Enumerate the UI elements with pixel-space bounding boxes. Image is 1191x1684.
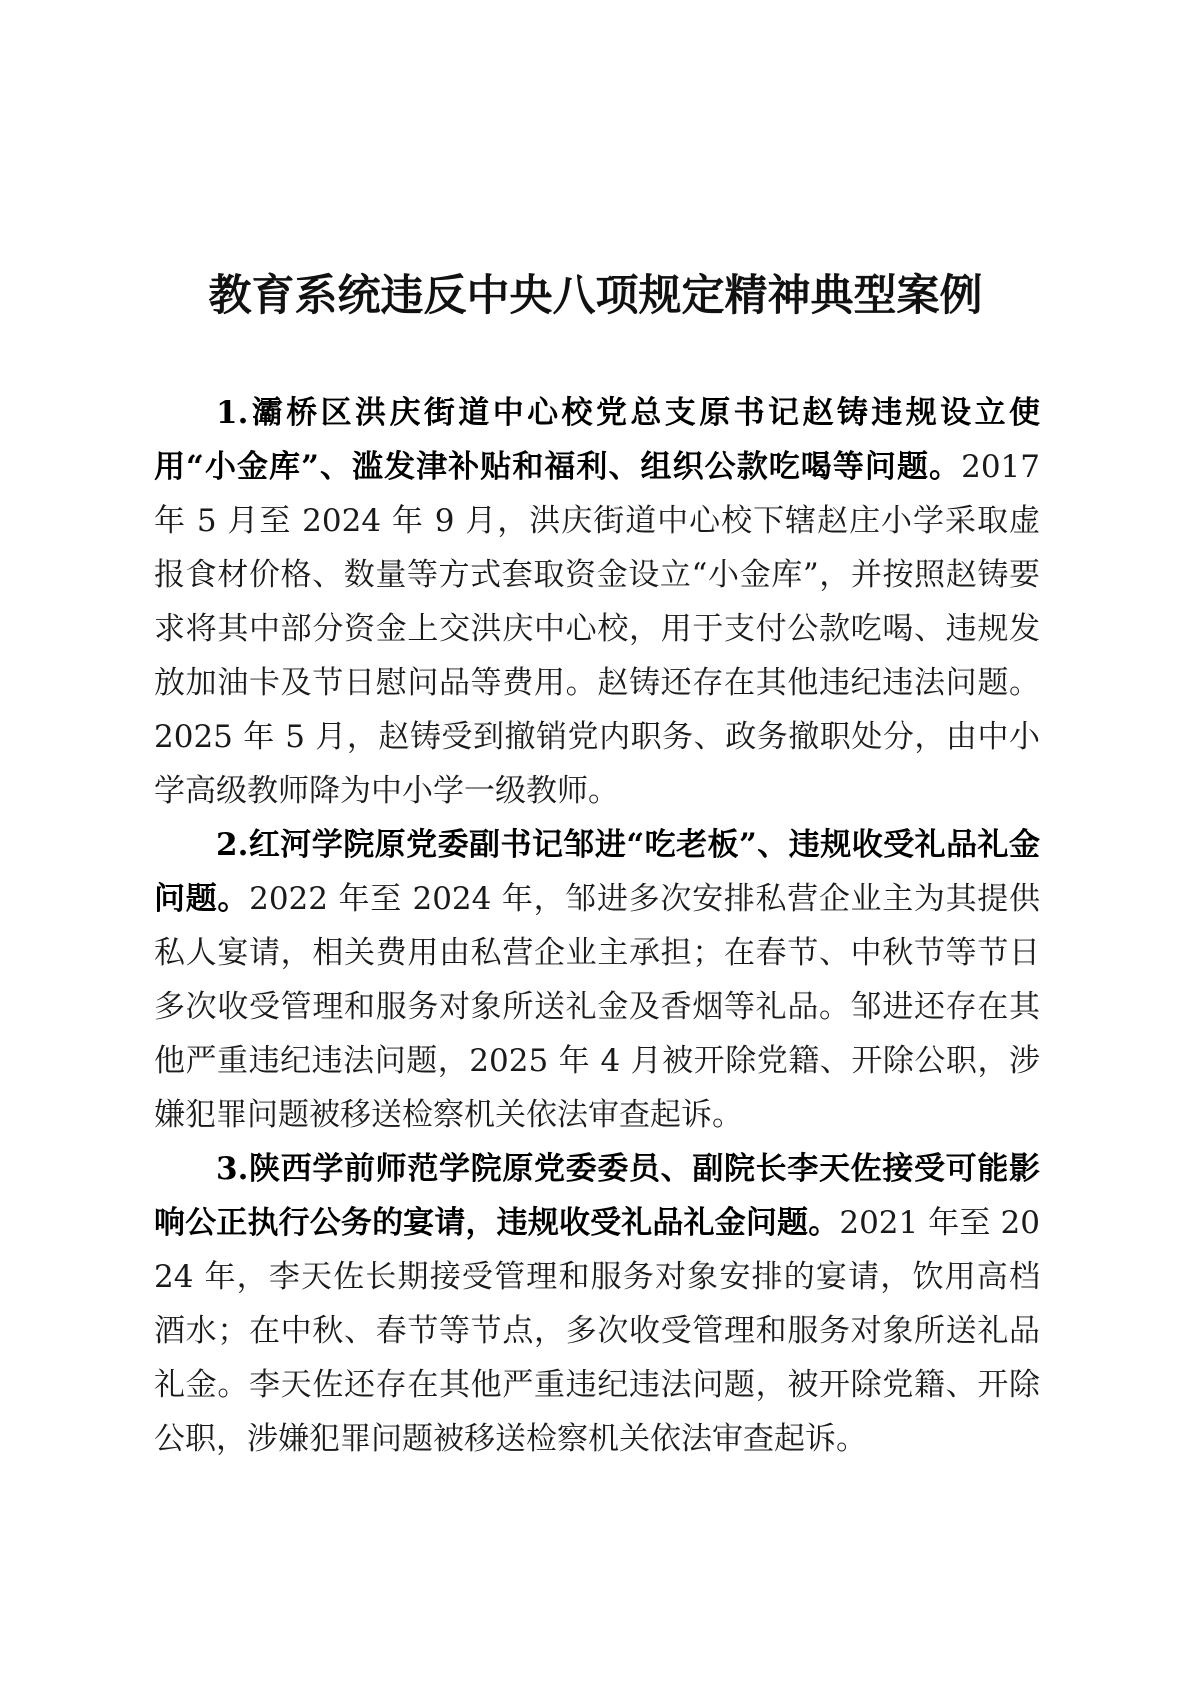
case-heading-3: 3.陕西学前师范学院原党委委员、副院长李天佐接受可能影响公正执行公务的宴请，违规收受礼品礼金问题。: [154, 1151, 1040, 1241]
case-body-2: 2022 年至 2024 年，邹进多次安排私营企业主为其提供私人宴请，相关费用由私营企业主承担；在春节、中秋节等节日多次收受管理和服务对象所送礼金及香烟等礼品。邹进还存在其他严重违纪违法问题，2025 年 4 月被开除党籍、开除公职，涉嫌犯罪问题被移送检察机关依法审查起诉。: [154, 881, 1040, 1133]
case-heading-1: 1.灞桥区洪庆街道中心校党总支原书记赵铸违规设立使用“小金库”、滥发津补贴和福利、组织公款吃喝等问题。: [154, 395, 1040, 485]
case-paragraph-2: [154, 818, 1040, 1142]
case-heading-2: 2.红河学院原党委副书记邹进“吃老板”、违规收受礼品礼金问题。: [154, 827, 1040, 917]
case-paragraph-3: [154, 1142, 1040, 1466]
case-paragraph-1: [154, 386, 1040, 818]
case-body-3: 2021 年至 2024 年，李天佐长期接受管理和服务对象安排的宴请，饮用高档酒水；在中秋、春节等节点，多次收受管理和服务对象所送礼品礼金。李天佐还存在其他严重违纪违法问题，被开除党籍、开除公职，涉嫌犯罪问题被移送检察机关依法审查起诉。: [154, 1205, 1040, 1457]
case-body-1: 2017 年 5 月至 2024 年 9 月，洪庆街道中心校下辖赵庄小学采取虚报食材价格、数量等方式套取资金设立“小金库”，并按照赵铸要求将其中部分资金上交洪庆中心校，用于支付公款吃喝、违规发放加油卡及节日慰问品等费用。赵铸还存在其他违纪违法问题。2025 年 5 月，赵铸受到撤销党内职务、政务撤职处分，由中小学高级教师降为中小学一级教师。: [154, 449, 1040, 809]
document-title: 教育系统违反中央八项规定精神典型案例: [208, 271, 983, 321]
document-body: [154, 386, 1040, 1466]
